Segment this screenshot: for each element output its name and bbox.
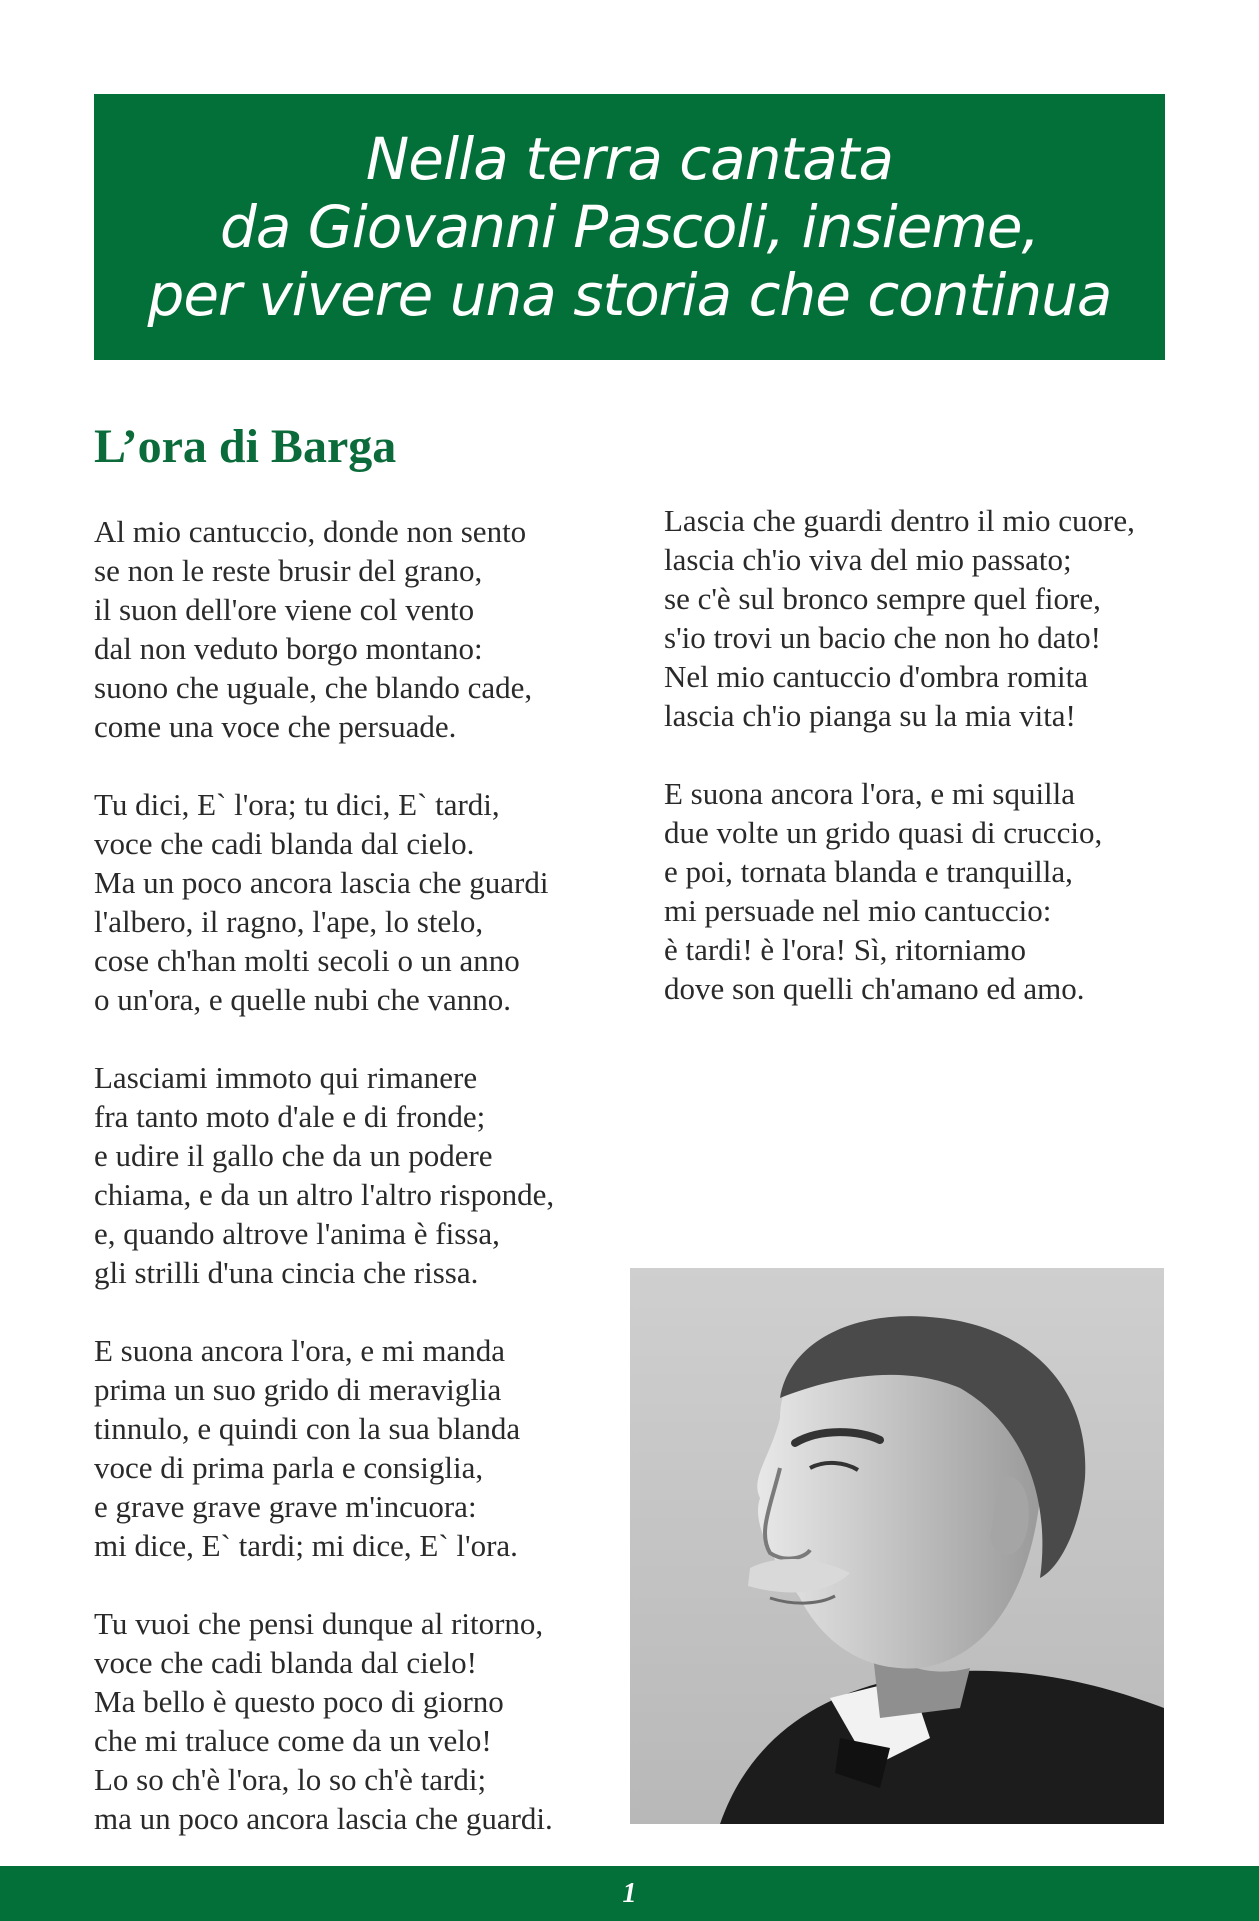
header-banner (94, 94, 1165, 360)
verse: voce che cadi blanda dal cielo! (94, 1645, 477, 1680)
verse: E suona ancora l'ora, e mi squilla (664, 776, 1076, 811)
verse: tinnulo, e quindi con la sua blanda (94, 1411, 521, 1446)
verse: è tardi! è l'ora! Sì, ritorniamo (664, 932, 1026, 967)
verse: l'albero, il ragno, l'ape, lo stelo, (94, 904, 484, 939)
stanza (664, 501, 1184, 735)
verse: Ma bello è questo poco di giorno (94, 1684, 504, 1719)
verse: il suon dell'ore viene col vento (94, 592, 475, 627)
banner-line: per vivere una storia che continua (147, 261, 1112, 329)
verse: Lasciami immoto qui rimanere (94, 1060, 478, 1095)
verse: chiama, e da un altro l'altro risponde, (94, 1177, 555, 1212)
verse: Lo so ch'è l'ora, lo so ch'è tardi; (94, 1762, 487, 1797)
verse: E suona ancora l'ora, e mi manda (94, 1333, 506, 1368)
portrait-illustration (630, 1268, 1164, 1824)
verse: cose ch'han molti secoli o un anno (94, 943, 520, 978)
verse: mi dice, E` tardi; mi dice, E` l'ora. (94, 1528, 518, 1563)
verse: voce di prima parla e consiglia, (94, 1450, 484, 1485)
verse: o un'ora, e quelle nubi che vanno. (94, 982, 512, 1017)
footer-bar (0, 1866, 1259, 1921)
verse: se non le reste brusir del grano, (94, 553, 483, 588)
verse: gli strilli d'una cincia che rissa. (94, 1255, 479, 1290)
verse: ma un poco ancora lascia che guardi. (94, 1801, 553, 1836)
verse: Tu dici, E` l'ora; tu dici, E` tardi, (94, 787, 500, 822)
verse: mi persuade nel mio cantuccio: (664, 893, 1052, 928)
verse: voce che cadi blanda dal cielo. (94, 826, 475, 861)
verse: e, quando altrove l'anima è fissa, (94, 1216, 500, 1251)
verse: dal non veduto borgo montano: (94, 631, 483, 666)
verse: lascia ch'io pianga su la mia vita! (664, 698, 1076, 733)
stanza (94, 785, 634, 1019)
verse: e grave grave grave m'incuora: (94, 1489, 477, 1524)
verse: suono che uguale, che blando cade, (94, 670, 533, 705)
stanza (94, 1604, 634, 1838)
verse: prima un suo grido di meraviglia (94, 1372, 502, 1407)
verse: dove son quelli ch'amano ed amo. (664, 971, 1085, 1006)
verse: che mi traluce come da un velo! (94, 1723, 492, 1758)
verse: e udire il gallo che da un podere (94, 1138, 493, 1173)
verse: Nel mio cantuccio d'ombra romita (664, 659, 1088, 694)
verse: Ma un poco ancora lascia che guardi (94, 865, 549, 900)
stanza (94, 1331, 634, 1565)
verse: s'io trovi un bacio che non ho dato! (664, 620, 1101, 655)
poem-title: L’ora di Barga (94, 420, 397, 473)
stanza (94, 1058, 634, 1292)
portrait-photo (630, 1268, 1164, 1824)
verse: Al mio cantuccio, donde non sento (94, 514, 527, 549)
verse: come una voce che persuade. (94, 709, 457, 744)
page-number: 1 (622, 1877, 637, 1909)
banner-line: da Giovanni Pascoli, insieme, (220, 193, 1039, 261)
verse: Tu vuoi che pensi dunque al ritorno, (94, 1606, 544, 1641)
poem-column-left (94, 512, 634, 1877)
verse: Lascia che guardi dentro il mio cuore, (664, 503, 1135, 538)
poem-column-right (664, 501, 1184, 1047)
verse: fra tanto moto d'ale e di fronde; (94, 1099, 486, 1134)
verse: se c'è sul bronco sempre quel fiore, (664, 581, 1101, 616)
verse: due volte un grido quasi di cruccio, (664, 815, 1103, 850)
stanza (664, 774, 1184, 1008)
verse: e poi, tornata blanda e tranquilla, (664, 854, 1073, 889)
stanza (94, 512, 634, 746)
banner-line: Nella terra cantata (365, 125, 894, 193)
verse: lascia ch'io viva del mio passato; (664, 542, 1072, 577)
